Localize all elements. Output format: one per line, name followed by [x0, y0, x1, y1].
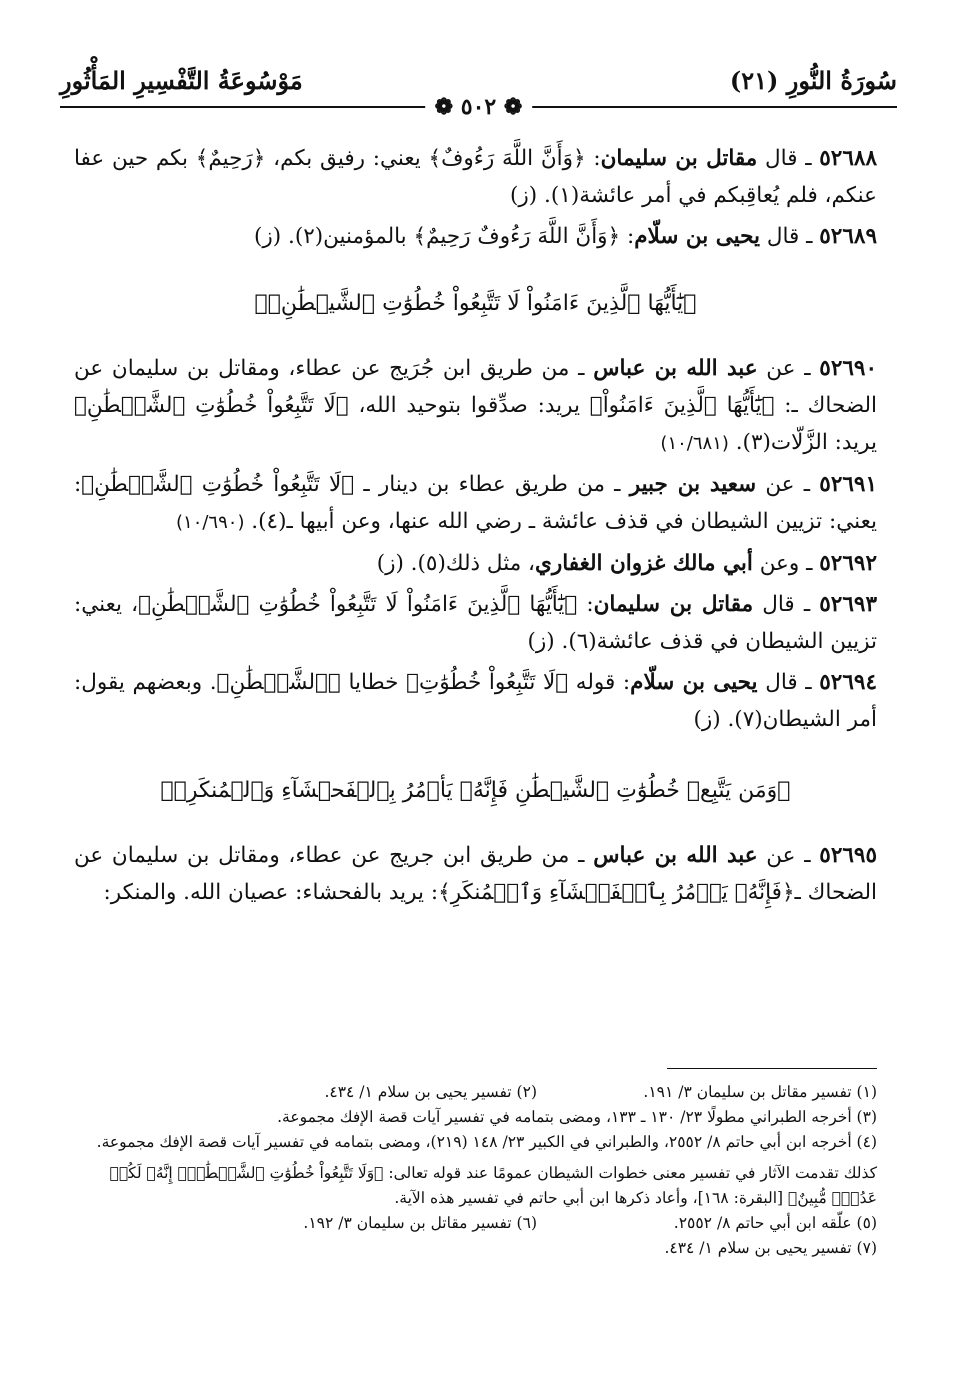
narration-number: ٥٢٦٨٩ [819, 224, 877, 249]
running-header [60, 60, 897, 120]
narration-intro: ـ عن [756, 472, 820, 497]
narration-52690 [74, 350, 877, 462]
ornament-icon: ❁ [496, 94, 523, 120]
narration-intro: ـ قال [753, 592, 820, 617]
narration-intro: ـ عن [757, 843, 820, 868]
narration-intro: ـ قال [757, 670, 820, 695]
narration-number: ٥٢٦٩٤ [819, 670, 877, 695]
narration-number: ٥٢٦٩٥ [819, 843, 878, 868]
narration-text: ـ من طريق عطاء بن دينار ـ ﴿لَا تَتَّبِعُواْ خُطُوَٰتِ ٱلشَّيۡطَٰنِ﴾: يعني: تزيين الشيطان في قذف عائشة ـ رضي الله عنها، وعن أبيها ـ(٤). [74, 472, 877, 534]
narration-52692 [74, 545, 877, 582]
verse-heading: ﴿يَٰٓأَيُّهَا ٱلَّذِينَ ءَامَنُواْ لَا تَتَّبِعُواْ خُطُوَٰتِ ٱلشَّيۡطَٰنِۚ﴾ [254, 291, 697, 316]
footnote-3: (٣) أخرجه الطبراني مطولًا ٢٣/ ١٣٠ ـ ١٣٣، ومضى بتمامه في تفسير آيات قصة الإفك مجموعة. [277, 1108, 877, 1126]
footnote-note: كذلك تقدمت الآثار في تفسير معنى خطوات الشيطان عمومًا عند قوله تعالى: ﴿وَلَا تَتَّبِعُواْ خُطُوَٰتِ ٱلشَّيۡطَٰنِۚ إِنَّهُۥ لَكُمۡ عَدُوّٞ مُّبِينٌ﴾ [البقرة: ١٦٨]، وأعاد ذكرها ابن أبي حاتم في تفسير هذه الآية. [109, 1164, 877, 1207]
footnote-5: (٥) علّقه ابن أبي حاتم ٨/ ٢٥٥٢. [673, 1214, 877, 1232]
narration-52688 [74, 140, 877, 214]
narration-text: ـ من طريق ابن جريج عن عطاء، ومقاتل بن سليمان عن الضحاك ـ﴿فَإِنَّهُۥ يَأۡمُرُ بِٱلۡفَحۡشَآءِ وَٱلۡمُنكَرِ﴾: يريد بالفحشاء: عصيان الله. والمنكر: [74, 843, 877, 905]
narrator-name: مقاتل بن سليمان [593, 592, 754, 617]
verse-heading: ﴿وَمَن يَتَّبِعۡ خُطُوَٰتِ ٱلشَّيۡطَٰنِ فَإِنَّهُۥ يَأۡمُرُ بِٱلۡفَحۡشَآءِ وَٱلۡمُنكَرِۚ﴾ [160, 778, 791, 803]
narration-number: ٥٢٦٩٣ [819, 592, 877, 617]
narration-text: : ﴿وَأَنَّ اللَّهَ رَءُوفٌ رَحِيمٌ﴾ بالمؤمنين(٢). (ز) [254, 224, 635, 249]
narration-number: ٥٢٦٨٨ [819, 146, 877, 171]
narration-52693 [74, 586, 877, 660]
footnote-6: (٦) تفسير مقاتل بن سليمان ٣/ ١٩٢. [303, 1214, 537, 1232]
narration-text: : ﴿وَأَنَّ اللَّهَ رَءُوفٌ﴾ يعني: رفيق بكم، ﴿رَحِيمٌ﴾ بكم حين عفا عنكم، فلم يُعاقِبكم في أمر عائشة(١). (ز) [74, 146, 877, 208]
narration-52695 [74, 837, 877, 911]
footnotes [74, 1080, 877, 1261]
narrator-name: عبد الله بن عباس [593, 843, 758, 868]
narrator-name: يحيى بن سلّام [630, 670, 758, 695]
footnote-rule [667, 1068, 877, 1069]
main-text [74, 140, 877, 915]
narrator-name: سعيد بن جبير [629, 472, 757, 497]
source-reference: (١٠/٦٩٠) [176, 512, 245, 533]
ornament-icon: ❁ [434, 94, 461, 120]
footnote-2: (٢) تفسير يحيى بن سلام ١/ ٤٣٤. [324, 1083, 537, 1101]
book-title: مَوْسُوعَةُ التَّفْسِيرِ المَأْثُورِ [60, 66, 303, 95]
narration-number: ٥٢٦٩٠ [819, 356, 878, 381]
page-number [425, 94, 533, 120]
footnote-row [74, 1211, 877, 1236]
narration-number: ٥٢٦٩٢ [819, 551, 877, 576]
narration-52694 [74, 664, 877, 738]
narration-text: : ﴿يَٰٓأَيُّهَا ٱلَّذِينَ ءَامَنُواْ لَا تَتَّبِعُواْ خُطُوَٰتِ ٱلشَّيۡطَٰنِ﴾، يعني: تزيين الشيطان في قذف عائشة(٦). (ز) [74, 592, 877, 654]
footnote-7: (٧) تفسير يحيى بن سلام ١/ ٤٣٤. [664, 1239, 877, 1257]
narrator-name: عبد الله بن عباس [593, 356, 758, 381]
narration-intro: ـ قال [757, 146, 820, 171]
narration-intro: ـ قال [759, 224, 820, 249]
narration-text: : قوله ﴿لَا تَتَّبِعُواْ خُطُوَٰتِ﴾ خطايا ﴿ٱلشَّيۡطَٰنِ﴾. وبعضهم يقول: أمر الشيطان(٧). (ز) [74, 670, 877, 732]
narrator-name: يحيى بن سلّام [634, 224, 760, 249]
source-reference: (١٠/٦٨١) [660, 433, 729, 454]
narration-text: ، مثل ذلك(٥). (ز) [376, 551, 535, 576]
narration-text: ـ من طريق ابن جُرَيج عن عطاء، ومقاتل بن سليمان عن الضحاك ـ: ﴿يَٰٓأَيُّهَا ٱلَّذِينَ ءَامَنُواْ﴾ يريد: صدِّقوا بتوحيد الله، ﴿لَا تَتَّبِعُواْ خُطُوَٰتِ ٱلشَّيۡطَٰنِ﴾ يريد: الزَّلّات(٣). [74, 356, 877, 455]
narration-52691 [74, 466, 877, 541]
narration-intro: ـ وعن [752, 551, 820, 576]
surah-title: سُورَةُ النُّورِ (٢١) [729, 66, 897, 95]
narrator-name: أبي مالك غزوان الغفاري [535, 551, 753, 576]
narration-52689 [74, 218, 877, 255]
narrator-name: مقاتل بن سليمان [600, 146, 758, 171]
footnote-4: (٤) أخرجه ابن أبي حاتم ٨/ ٢٥٥٢، والطبراني في الكبير ٢٣/ ١٤٨ (٢١٩)، ومضى بتمامه في تفسير آيات قصة الإفك مجموعة. [96, 1133, 877, 1151]
narration-number: ٥٢٦٩١ [819, 472, 878, 497]
footnote-1: (١) تفسير مقاتل بن سليمان ٣/ ١٩١. [643, 1083, 877, 1101]
narration-intro: ـ عن [757, 356, 820, 381]
page-number-value: ٥٠٢ [460, 94, 497, 120]
footnote-row [74, 1080, 877, 1105]
